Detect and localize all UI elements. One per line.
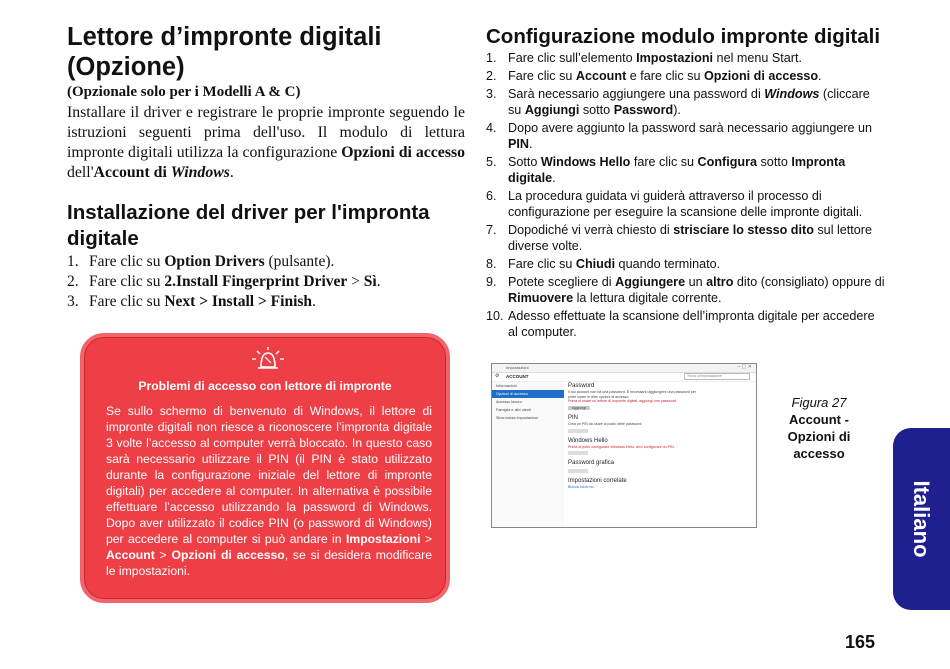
intro-bold-signin-options: Opzioni di accesso [341, 144, 466, 161]
password-text: Il tuo account non ha una password. È necessario aggiungere una password per poter usare le altre opzioni di accesso. [568, 390, 697, 399]
language-tab-label: Italiano [909, 480, 934, 558]
settings-nav [492, 382, 564, 527]
config-step: 6. La procedura guidata vi guiderà attraverso il processo di configurazione per eseguire la scansione delle impronte digitali. [486, 189, 863, 219]
password-warning: Prima di usare un lettore di impronte digitali, aggiungi una password. [568, 399, 678, 403]
install-step: 2. Fare clic su 2.Install Fingerprint Driver > Sì. [67, 273, 381, 290]
related-settings-title: Impostazioni correlate [568, 478, 627, 484]
page-title: Lettore d’impronte digitali (Opzione) [67, 23, 382, 81]
install-heading: Installazione del driver per l'impronta digitale [67, 201, 430, 250]
nav-item[interactable]: Sincronizza impostazioni [496, 416, 538, 420]
intro-text: Installare il driver e registrare le proprie impronte seguendo le istruzioni seguenti prima dell'uso. Il modulo di lettura impronte digitali utilizza la configurazione [67, 104, 465, 161]
models-note: (Opzionale solo per i Modelli A & C) [67, 84, 301, 100]
install-step: 1. Fare clic su Option Drivers (pulsante). [67, 253, 335, 270]
config-steps [486, 50, 886, 342]
figure-title: Account - Opzioni di accesso [787, 412, 851, 461]
install-steps [67, 252, 467, 312]
back-icon[interactable]: ⚙ [495, 373, 500, 379]
hello-section-title: Windows Hello [568, 437, 608, 444]
lock-screen-link[interactable]: Blocca schermo [568, 485, 594, 489]
intro-mid: dell' [67, 164, 94, 181]
nav-item[interactable]: Accesso lavoro [496, 400, 522, 404]
search-input[interactable]: Trova un'impostazione [684, 373, 750, 380]
pin-section-title: PIN [568, 415, 579, 421]
window-controls-icon: – ▢ ✕ [737, 364, 752, 370]
config-step: 7. Dopodiché vi verrà chiesto di strisciare lo stesso dito sul lettore diverse volte. [486, 223, 872, 253]
intro-bold-windows: Windows [170, 164, 230, 181]
config-step: 3. Sarà necessario aggiungere una password di Windows (cliccare su Aggiungi sotto Password). [486, 87, 870, 117]
config-step: 10. Adesso effettuate la scansione dell’impronta digitale per accedere al computer. [486, 309, 875, 339]
picture-add-button[interactable] [568, 469, 588, 473]
config-step: 4. Dopo avere aggiunto la password sarà necessario aggiungere un PIN. [486, 121, 873, 151]
intro-end: . [229, 164, 234, 181]
picture-password-title: Password grafica [568, 460, 615, 466]
pin-text: Crea un PIN da usare al posto delle password. [568, 422, 643, 426]
password-section-title: Password [568, 383, 595, 389]
settings-content [568, 382, 748, 490]
add-password-button[interactable]: Aggiungi [568, 406, 590, 411]
nav-item[interactable]: Informazioni [496, 384, 517, 388]
config-step: 2. Fare clic su Account e fare clic su Opzioni di accesso. [486, 69, 822, 83]
nav-item[interactable]: Famiglia e altri utenti [496, 408, 532, 412]
account-header: ACCOUNT [506, 374, 529, 379]
intro-paragraph [67, 103, 465, 183]
config-step: 8. Fare clic su Chiudi quando terminato. [486, 257, 721, 271]
config-step: 9. Potete scegliere di Aggiungere un altro dito (consigliato) oppure di Rimuovere la lettura digitale corrente. [486, 275, 885, 305]
settings-screenshot [491, 363, 757, 528]
intro-bold-account: Account di [93, 164, 171, 181]
warning-text: Se sullo schermo di benvenuto di Windows, il lettore di impronte digitali non riesce a riconoscere l’impronta digitale 3 volte l’accesso al computer verrà bloccato. In questo caso sarà necessario utilizzare il PIN (il PIN è stato utilizzato durante la configurazione iniziale del lettore di impronte digitali) per accedere al computer. In alternativa è possibile effettuare l’accesso utilizzando la password di Windows. Dopo aver utilizzato il codice PIN (o password di Windows) per accedere al computer si può andare in Impostazioni > Account > Opzioni di accesso, se si desidera modificare le impostazioni. [106, 404, 432, 578]
config-step: 5. Sotto Windows Hello fare clic su Configura sotto Impronta digitale. [486, 155, 846, 185]
app-title: Impostazioni [506, 365, 529, 370]
hello-warning: Prima di poter configurare Windows Hello, devi configurare un PIN. [568, 444, 675, 449]
nav-item-active[interactable]: Opzioni di accesso [492, 390, 564, 398]
figure-caption [764, 394, 874, 462]
pin-add-button[interactable] [568, 429, 588, 433]
figure-number: Figura 27 [791, 395, 847, 410]
warning-title: Problemi di accesso con lettore di impronte [138, 379, 392, 393]
install-step: 3. Fare clic su Next > Install > Finish. [67, 293, 316, 310]
config-heading: Configurazione modulo impronte digitali [486, 25, 881, 48]
hello-setup-button[interactable] [568, 451, 588, 455]
config-step: 1. Fare clic sull’elemento Impostazioni nel menu Start. [486, 51, 802, 65]
alarm-icon [251, 347, 285, 378]
page-number: 165 [845, 632, 876, 652]
language-tab [893, 428, 950, 610]
warning-box [80, 333, 450, 603]
